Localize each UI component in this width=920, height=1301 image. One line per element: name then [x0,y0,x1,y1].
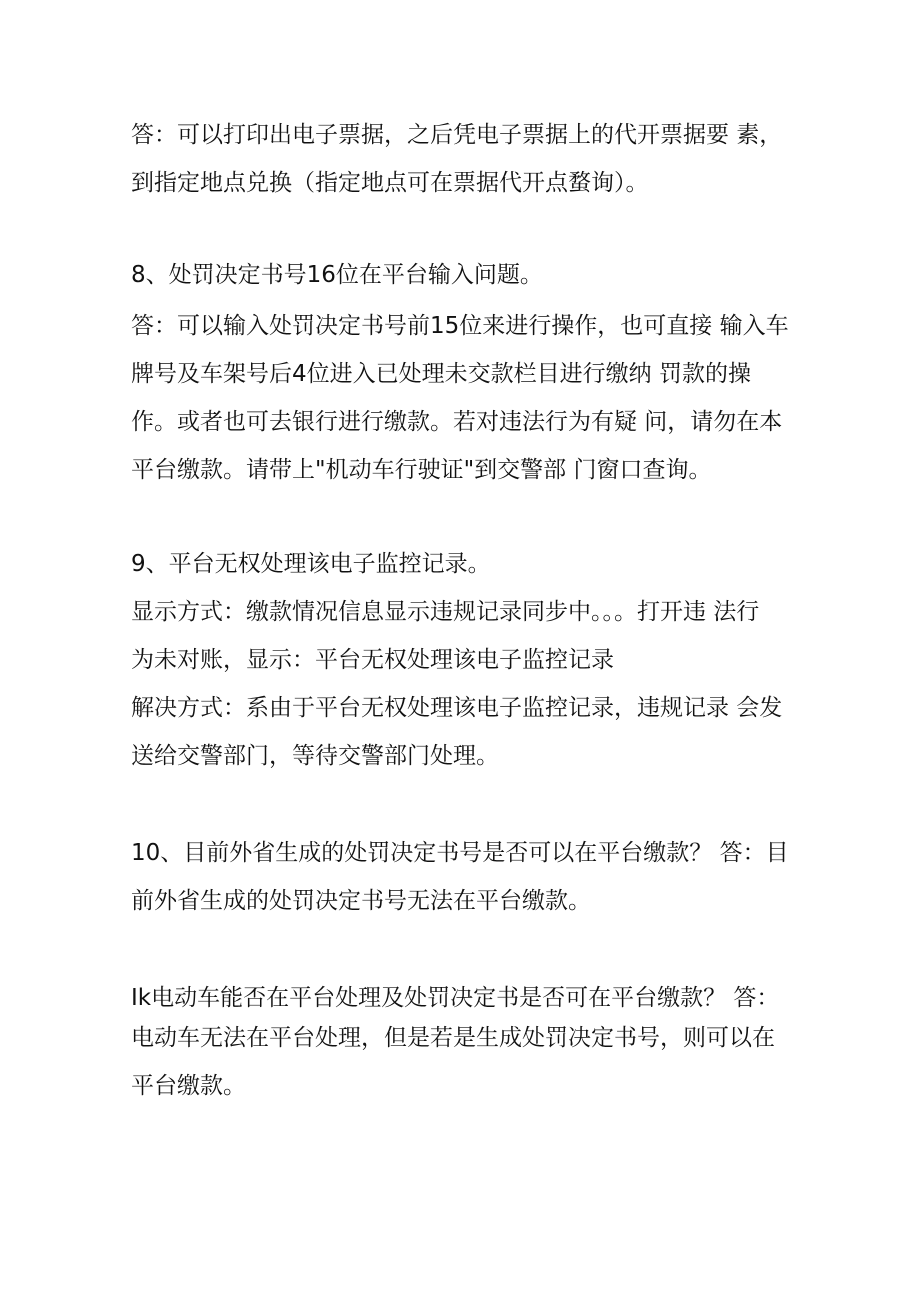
text-line: 前外省生成的处罚决定书号无法在平台缴款。 [131,888,591,914]
text-line: 到指定地点兑换（指定地点可在票据代开点蝥询）。 [131,170,649,196]
text-line: 答：可以打印出电子票据，之后凭电子票据上的代开票据要 素， [131,122,783,148]
text-line: 作。或者也可去银行进行缴款。若对违法行为有疑 问，请勿在本 [131,409,783,435]
text-line: 答：可以输入处罚决定书号前15位来进行操作，也可直接 输入车 [131,313,789,339]
question-heading: 9、平台无权处理该电子监控记录。 [131,551,491,577]
text-line: 牌号及车架号后4位进入已处理未交款栏目进行缴纳 罚款的操 [131,361,751,387]
text-line: 平台缴款。请带上"机动车行驶证"到交警部 门窗口查询。 [131,457,712,483]
question-heading: Ik电动车能否在平台处理及处罚决定书是否可在平台缴款？ 答： [131,985,780,1011]
text-line: 电动车无法在平台处理，但是若是生成处罚决定书号，则可以在 [131,1025,775,1051]
question-heading: 10、目前外省生成的处罚决定书号是否可以在平台缴款？ 答：目 [131,840,789,866]
text-line: 显示方式：缴款情况信息显示违规记录同步中。。。打开违 法行 [131,599,760,625]
text-line: 解决方式：系由于平台无权处理该电子监控记录，违规记录 会发 [131,695,783,721]
text-line: 平台缴款。 [131,1073,246,1099]
text-line: 送给交警部门，等待交警部门处理。 [131,743,499,769]
text-line: 为未对账，显示：平台无权处理该电子监控记录 [131,647,614,673]
question-heading: 8、处罚决定书号16位在平台输入问题。 [131,262,543,288]
